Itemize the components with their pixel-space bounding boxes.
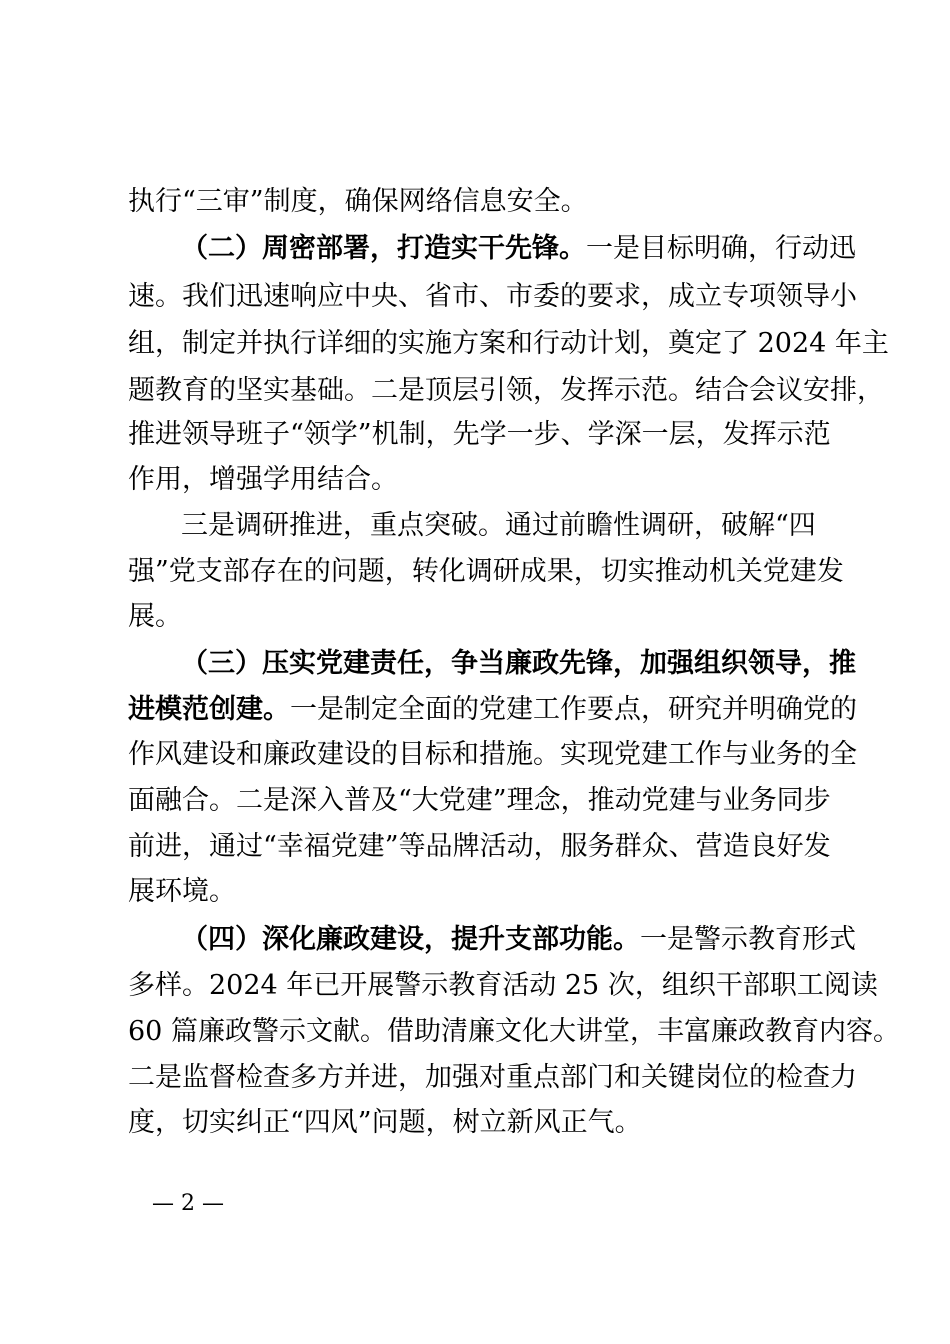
line-text: 三是调研推进，重点突破。通过前瞻性调研，破解“四 — [181, 510, 816, 541]
line-text: 一是制定全面的党建工作要点，研究并明确党的 — [290, 694, 857, 725]
paragraph-1-line-1 — [128, 186, 588, 218]
paragraph-5-line-1 — [181, 924, 856, 956]
line-text: 作风建设和廉政建设的目标和措施。实现党建工作与业务的全 — [128, 739, 857, 770]
paragraph-5-line-2 — [128, 970, 878, 1002]
line-text: 题教育的坚实基础。二是顶层引领，发挥示范。结合会议安排， — [128, 375, 884, 406]
line-text: 执行“三审”制度，确保网络信息安全。 — [128, 186, 588, 217]
paragraph-4-line-1 — [181, 648, 856, 680]
line-text: 一是目标明确，行动迅 — [586, 233, 856, 264]
line-text: 度，切实纠正“四风”问题，树立新风正气。 — [128, 1107, 642, 1138]
line-text: 作用，增强学用结合。 — [128, 464, 398, 495]
paragraph-2-line-1 — [181, 233, 856, 265]
line-text: 展。 — [128, 601, 182, 632]
section-heading: （三）压实党建责任，争当廉政先锋，加强组织领导，推 — [181, 648, 856, 679]
paragraph-4-line-2 — [128, 694, 857, 726]
paragraph-4-line-5 — [128, 831, 831, 863]
paragraph-5-line-4 — [128, 1062, 857, 1094]
section-heading: （四）深化廉政建设，提升支部功能。 — [181, 924, 640, 955]
paragraph-2-line-6 — [128, 464, 398, 496]
line-text: 多样。2024 年已开展警示教育活动 25 次，组织干部职工阅读 — [128, 970, 878, 1001]
line-text: 组，制定并执行详细的实施方案和行动计划，奠定了 2024 年主 — [128, 328, 889, 359]
paragraph-4-line-3 — [128, 739, 857, 771]
paragraph-3-line-1 — [181, 510, 816, 542]
line-text: 速。我们迅速响应中央、省市、市委的要求，成立专项领导小 — [128, 281, 857, 312]
page-number: — 2 — — [152, 1191, 224, 1216]
paragraph-4-line-6 — [128, 876, 236, 908]
paragraph-5-line-5 — [128, 1107, 642, 1139]
section-heading: （二）周密部署，打造实干先锋。 — [181, 233, 586, 264]
line-text: 面融合。二是深入普及“大党建”理念，推动党建与业务同步 — [128, 785, 831, 816]
line-text: 60 篇廉政警示文献。借助清廉文化大讲堂，丰富廉政教育内容。 — [128, 1016, 900, 1047]
line-text: 展环境。 — [128, 876, 236, 907]
paragraph-2-line-4 — [128, 375, 884, 407]
paragraph-2-line-3 — [128, 328, 889, 360]
paragraph-2-line-5 — [128, 419, 831, 451]
paragraph-5-line-3 — [128, 1016, 900, 1048]
paragraph-3-line-2 — [128, 556, 844, 588]
paragraph-2-line-2 — [128, 281, 857, 313]
section-heading: 进模范创建。 — [128, 694, 290, 725]
line-text: 推进领导班子“领学”机制，先学一步、学深一层，发挥示范 — [128, 419, 831, 450]
paragraph-4-line-4 — [128, 785, 831, 817]
line-text: 一是警示教育形式 — [640, 924, 856, 955]
line-text: 二是监督检查多方并进，加强对重点部门和关键岗位的检查力 — [128, 1062, 857, 1093]
paragraph-3-line-3 — [128, 601, 182, 633]
line-text: 前进，通过“幸福党建”等品牌活动，服务群众、营造良好发 — [128, 831, 831, 862]
line-text: 强”党支部存在的问题，转化调研成果，切实推动机关党建发 — [128, 556, 844, 587]
